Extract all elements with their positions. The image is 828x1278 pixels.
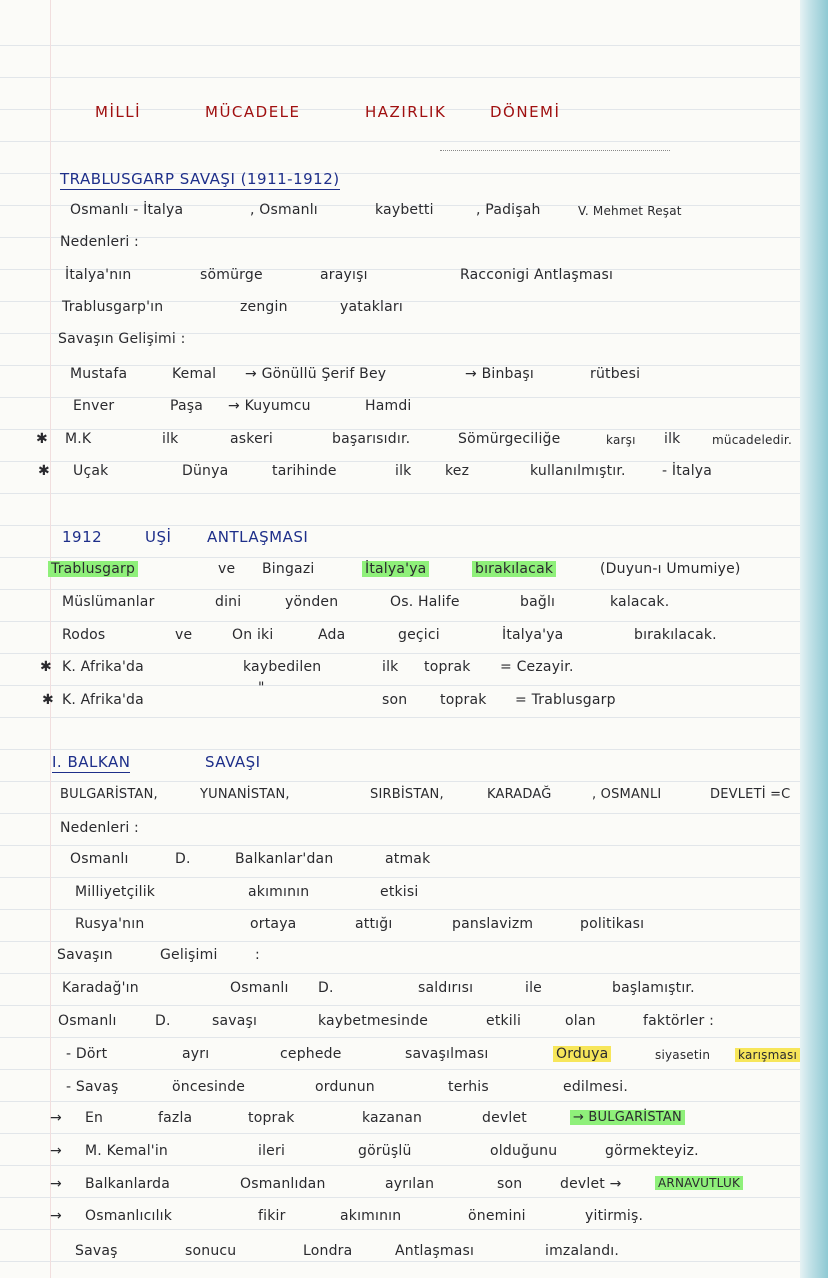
title-word-2: MÜCADELE [205, 103, 301, 121]
title-dotted-line [440, 150, 670, 152]
star-icon: ✱ [40, 659, 52, 675]
arrow-right-icon: → [50, 1110, 62, 1126]
star-icon: ✱ [36, 431, 48, 447]
star-icon: ✱ [42, 692, 54, 708]
notebook-page: MİLLİ MÜCADELE HAZIRLIK DÖNEMİ TRABLUSGARP SAVAŞI (1911-1912) Osmanlı - İtalya , Osmanlı kaybetti , Padişah V. Mehmet Reşat Nedenleri : İtalya'nın sömürge arayışı Racconigi Antlaşması Trablusgarp'ın zengin yatakları Savaşın Gelişimi : Mustafa Kemal → Gönüllü Şerif Bey → Binbaşı rütbesi Enver Paşa → Kuyumcu Hamdi ✱ M.K ilk askeri başarısıdır. Sömürgeciliğe karşı ilk mücadeledir. ✱ Uçak Dünya tarihinde ilk kez kullanılmıştır. - İtalya 1912 UŞİ ANTLAŞMASI Trablusgarp ve Bingazi İtalya'ya bırakılacak (Duyun-ı Umumiye) Müslümanlar dini yönden Os. Halife bağlı kalacak. Rodos ve On iki Ada geçici İtalya'ya bırakılacak. ✱ K. Afrika'da kaybedilen ilk toprak = Cezayir. ✱ K. Afrika'da " son toprak = Trablusgarp I. BALKAN SAVAŞI BULGARİSTAN, YUNANİSTAN, SIRBİSTAN, KARADAĞ , OSMANLI DEVLETİ =C Nedenleri : Osmanlı D. Balkanlar'dan atmak Milliyetçilik akımının etkisi Rusya'nın ortaya attığı panslavizm politikası Savaşın Gelişimi : Karadağ'ın Osmanlı D. saldırısı ile başlamıştır. Osmanlı D. savaşı kaybetmesinde etkili olan faktörler : - Dört ayrı cephede savaşılması Orduya siyasetin karışması - Savaş öncesinde ordunun terhis edilmesi. → En fazla toprak kazanan devlet → BULGARİSTAN → M. Kemal'in ileri görüşlü olduğunu görmekteyiz. → Balkanlarda Osmanlıdan ayrılan son devlet → ARNAVUTLUK → Osmanlıcılık fikir akımının önemini yitirmiş. Savaş sonucu Londra Antlaşması imzalandı. [0, 0, 800, 1278]
margin-line [50, 0, 51, 1278]
title-word-3: HAZIRLIK [365, 103, 447, 121]
arrow-right-icon: → [50, 1143, 62, 1159]
binder-edge [800, 0, 828, 1278]
arrow-right-icon: → [50, 1176, 62, 1192]
arrow-right-icon: → [50, 1208, 62, 1224]
title-word-1: MİLLİ [95, 103, 142, 121]
title-word-4: DÖNEMİ [490, 103, 561, 121]
star-icon: ✱ [38, 463, 50, 479]
